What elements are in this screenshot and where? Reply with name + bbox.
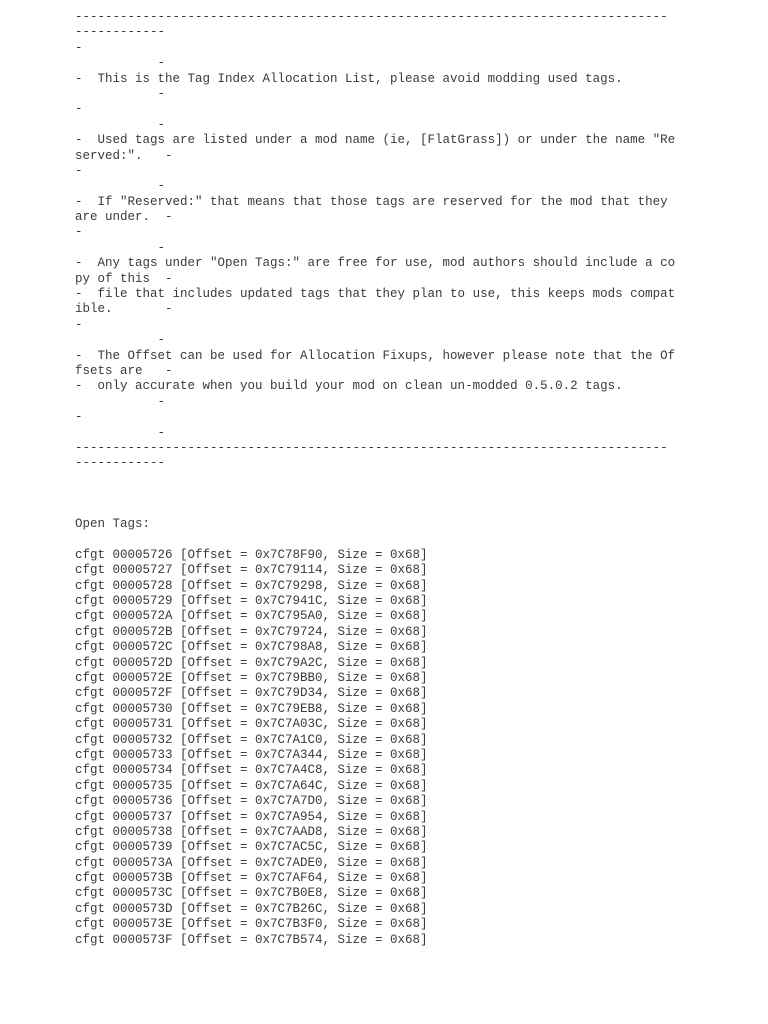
header-line: - only accurate when you build your mod on clean un-modded 0.5.0.2 tags. <box>75 379 623 394</box>
header-line: - <box>75 410 83 425</box>
tag-entry: cfgt 0000573C [Offset = 0x7C7B0E8, Size = 0x68] <box>75 886 428 901</box>
tag-entry: cfgt 0000572D [Offset = 0x7C79A2C, Size = 0x68] <box>75 655 428 670</box>
header-line: are under. - <box>75 210 173 225</box>
tag-entry: cfgt 0000573B [Offset = 0x7C7AF64, Size = 0x68] <box>75 871 428 886</box>
tag-entry: cfgt 0000573E [Offset = 0x7C7B3F0, Size = 0x68] <box>75 917 428 932</box>
tag-entry: cfgt 00005728 [Offset = 0x7C79298, Size = 0x68] <box>75 578 428 593</box>
header-line: - Any tags under "Open Tags:" are free for use, mod authors should include a co <box>75 256 676 271</box>
tag-entry: cfgt 00005735 [Offset = 0x7C7A64C, Size = 0x68] <box>75 778 428 793</box>
tag-entry: cfgt 00005737 [Offset = 0x7C7A954, Size = 0x68] <box>75 809 428 824</box>
header-line: ------------------------------------------------------------------------------- <box>75 440 668 455</box>
header-line: - <box>75 179 166 194</box>
header-line: - <box>75 333 166 348</box>
header-line: - <box>75 317 83 332</box>
tag-entry: cfgt 00005730 [Offset = 0x7C79EB8, Size = 0x68] <box>75 701 428 716</box>
header-line: - <box>75 86 166 101</box>
header-line: - <box>75 225 83 240</box>
tag-list <box>75 548 685 948</box>
tag-entry: cfgt 00005733 [Offset = 0x7C7A344, Size = 0x68] <box>75 747 428 762</box>
tag-entry: cfgt 00005732 [Offset = 0x7C7A1C0, Size = 0x68] <box>75 732 428 747</box>
header-line: ible. - <box>75 302 173 317</box>
header-line: - <box>75 394 166 409</box>
header-line: py of this - <box>75 271 173 286</box>
header-line: served:". - <box>75 148 173 163</box>
header-line: - <box>75 425 166 440</box>
tag-entry: cfgt 00005729 [Offset = 0x7C7941C, Size = 0x68] <box>75 594 428 609</box>
document-page <box>75 10 685 948</box>
tag-entry: cfgt 00005734 [Offset = 0x7C7A4C8, Size = 0x68] <box>75 763 428 778</box>
header-line: ------------ <box>75 25 166 40</box>
header-line: - If "Reserved:" that means that those tags are reserved for the mod that they <box>75 194 668 209</box>
tag-entry: cfgt 00005736 [Offset = 0x7C7A7D0, Size = 0x68] <box>75 794 428 809</box>
header-line: ------------ <box>75 456 166 471</box>
tag-entry: cfgt 00005727 [Offset = 0x7C79114, Size = 0x68] <box>75 563 428 578</box>
tag-entry: cfgt 00005739 [Offset = 0x7C7AC5C, Size = 0x68] <box>75 840 428 855</box>
section-title: Open Tags: <box>75 517 151 532</box>
header-line: - <box>75 56 166 71</box>
spacer <box>75 502 685 517</box>
header-block <box>75 10 685 472</box>
spacer <box>75 533 685 548</box>
header-line: - <box>75 240 166 255</box>
tag-entry: cfgt 0000572F [Offset = 0x7C79D34, Size = 0x68] <box>75 686 428 701</box>
tag-entry: cfgt 00005726 [Offset = 0x7C78F90, Size = 0x68] <box>75 547 428 562</box>
tag-entry: cfgt 0000572E [Offset = 0x7C79BB0, Size = 0x68] <box>75 671 428 686</box>
header-line: - <box>75 102 83 117</box>
tag-entry: cfgt 0000572A [Offset = 0x7C795A0, Size = 0x68] <box>75 609 428 624</box>
tag-entry: cfgt 0000572B [Offset = 0x7C79724, Size = 0x68] <box>75 624 428 639</box>
header-line: - Used tags are listed under a mod name (ie, [FlatGrass]) or under the name "Re <box>75 133 676 148</box>
tag-entry: cfgt 0000573D [Offset = 0x7C7B26C, Size = 0x68] <box>75 901 428 916</box>
header-line: - file that includes updated tags that they plan to use, this keeps mods compat <box>75 287 676 302</box>
tag-entry: cfgt 00005731 [Offset = 0x7C7A03C, Size = 0x68] <box>75 717 428 732</box>
tag-entry: cfgt 0000573F [Offset = 0x7C7B574, Size = 0x68] <box>75 932 428 947</box>
header-line: ------------------------------------------------------------------------------- <box>75 10 668 24</box>
header-line: - <box>75 163 83 178</box>
tag-entry: cfgt 00005738 [Offset = 0x7C7AAD8, Size = 0x68] <box>75 824 428 839</box>
header-line: fsets are - <box>75 363 173 378</box>
header-line: - <box>75 117 166 132</box>
header-line: - <box>75 40 83 55</box>
header-line: - This is the Tag Index Allocation List, please avoid modding used tags. <box>75 71 623 86</box>
header-line: - The Offset can be used for Allocation Fixups, however please note that the Of <box>75 348 676 363</box>
spacer <box>75 472 685 502</box>
tag-entry: cfgt 0000572C [Offset = 0x7C798A8, Size = 0x68] <box>75 640 428 655</box>
tag-entry: cfgt 0000573A [Offset = 0x7C7ADE0, Size = 0x68] <box>75 855 428 870</box>
